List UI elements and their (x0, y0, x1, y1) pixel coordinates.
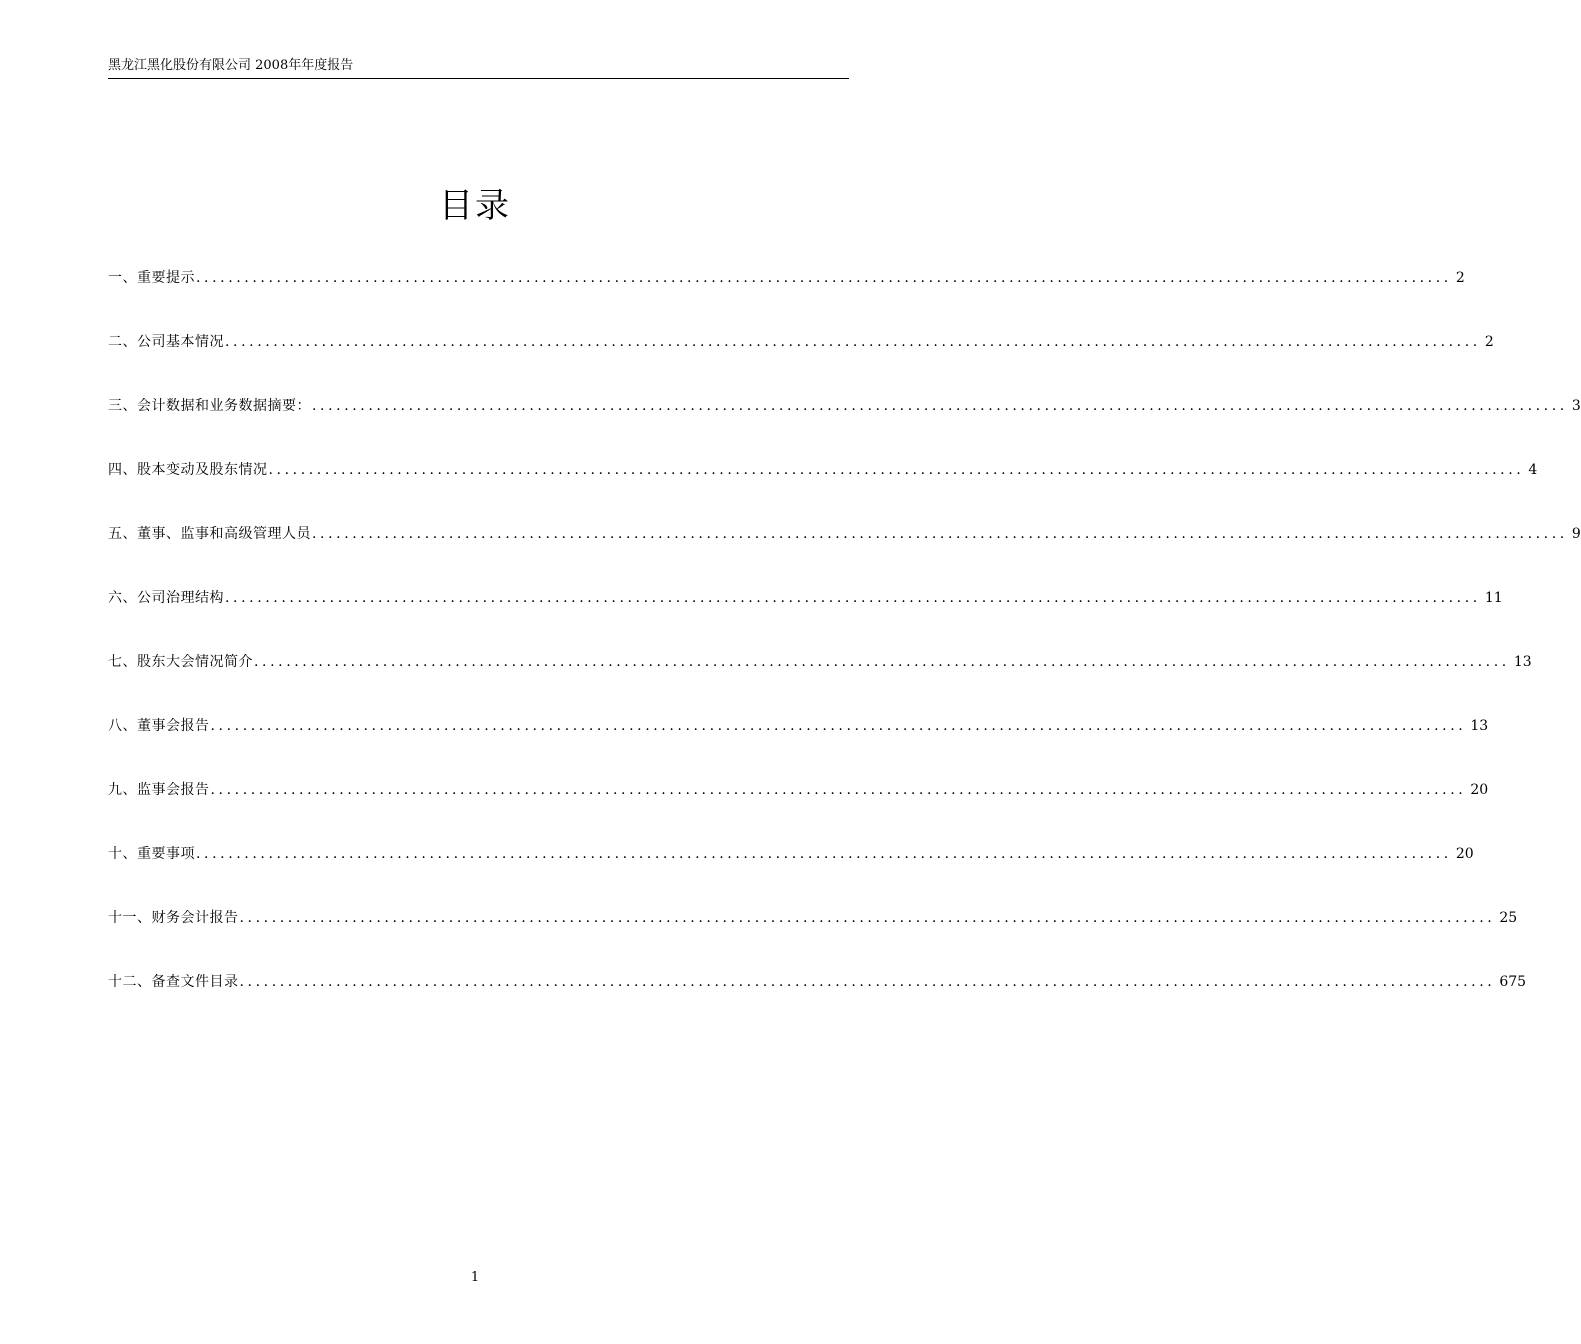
header-text: 黑龙江黑化股份有限公司 2008年年度报告 (108, 58, 354, 73)
toc-entry-page: 11 (1484, 590, 1503, 606)
toc-entry-label: 三、会计数据和业务数据摘要： (108, 398, 311, 414)
toc-entry-label: 五、董事、监事和高级管理人员 (108, 526, 311, 542)
toc-leader-dots: ............................................................................................................................................................ (312, 398, 1568, 414)
toc-entry-label: 十二、备查文件目录 (108, 974, 239, 990)
page-header (108, 56, 849, 79)
toc-entry-6[interactable] (108, 584, 1503, 648)
toc-entry-11[interactable] (108, 904, 1518, 968)
toc-entry-label: 六、公司治理结构 (108, 590, 224, 606)
toc-entry-label: 九、监事会报告 (108, 782, 210, 798)
toc-entry-label: 二、公司基本情况 (108, 334, 224, 350)
toc-entry-label: 四、股本变动及股东情况 (108, 462, 268, 478)
toc-entry-page: 20 (1470, 782, 1489, 798)
toc-entry-3[interactable] (108, 392, 1581, 456)
toc-entry-1[interactable] (108, 264, 1465, 328)
toc-leader-dots: ............................................................................................................................................................ (239, 974, 1496, 990)
page-footer (0, 1268, 950, 1288)
toc-entry-label: 十一、财务会计报告 (108, 910, 239, 926)
toc-entry-9[interactable] (108, 776, 1489, 840)
toc-entry-7[interactable] (108, 648, 1532, 712)
toc-leader-dots: ............................................................................................................................................................ (196, 270, 1452, 286)
toc-entry-label: 八、董事会报告 (108, 718, 210, 734)
toc-leader-dots: ............................................................................................................................................................ (239, 910, 1496, 926)
toc-entry-page: 675 (1499, 974, 1527, 990)
toc-entry-label: 七、股东大会情况简介 (108, 654, 253, 670)
toc-entry-4[interactable] (108, 456, 1538, 520)
page-number: 1 (470, 1270, 480, 1285)
toc-entry-page: 4 (1528, 462, 1538, 478)
toc-leader-dots: ............................................................................................................................................................ (254, 654, 1510, 670)
toc-leader-dots: ............................................................................................................................................................ (225, 590, 1481, 606)
toc-entry-page: 2 (1455, 270, 1465, 286)
toc-entry-2[interactable] (108, 328, 1494, 392)
toc-entry-page: 2 (1484, 334, 1494, 350)
toc-entry-page: 13 (1470, 718, 1489, 734)
toc-leader-dots: ............................................................................................................................................................ (268, 462, 1525, 478)
toc-leader-dots: ............................................................................................................................................................ (312, 526, 1568, 542)
toc-entry-10[interactable] (108, 840, 1474, 904)
table-of-contents (108, 264, 1581, 1032)
toc-entry-label: 一、重要提示 (108, 270, 195, 286)
toc-entry-page: 9 (1571, 526, 1581, 542)
toc-entry-page: 20 (1455, 846, 1474, 862)
toc-entry-page: 3 (1571, 398, 1581, 414)
toc-entry-page: 13 (1513, 654, 1532, 670)
toc-entry-label: 十、重要事项 (108, 846, 195, 862)
toc-entry-8[interactable] (108, 712, 1489, 776)
toc-entry-12[interactable] (108, 968, 1527, 1032)
toc-leader-dots: ............................................................................................................................................................ (196, 846, 1452, 862)
toc-leader-dots: ............................................................................................................................................................ (210, 782, 1467, 798)
toc-entry-5[interactable] (108, 520, 1581, 584)
toc-entry-page: 25 (1499, 910, 1518, 926)
toc-leader-dots: ............................................................................................................................................................ (225, 334, 1481, 350)
toc-title: 目录 (439, 186, 511, 226)
toc-leader-dots: ............................................................................................................................................................ (210, 718, 1467, 734)
